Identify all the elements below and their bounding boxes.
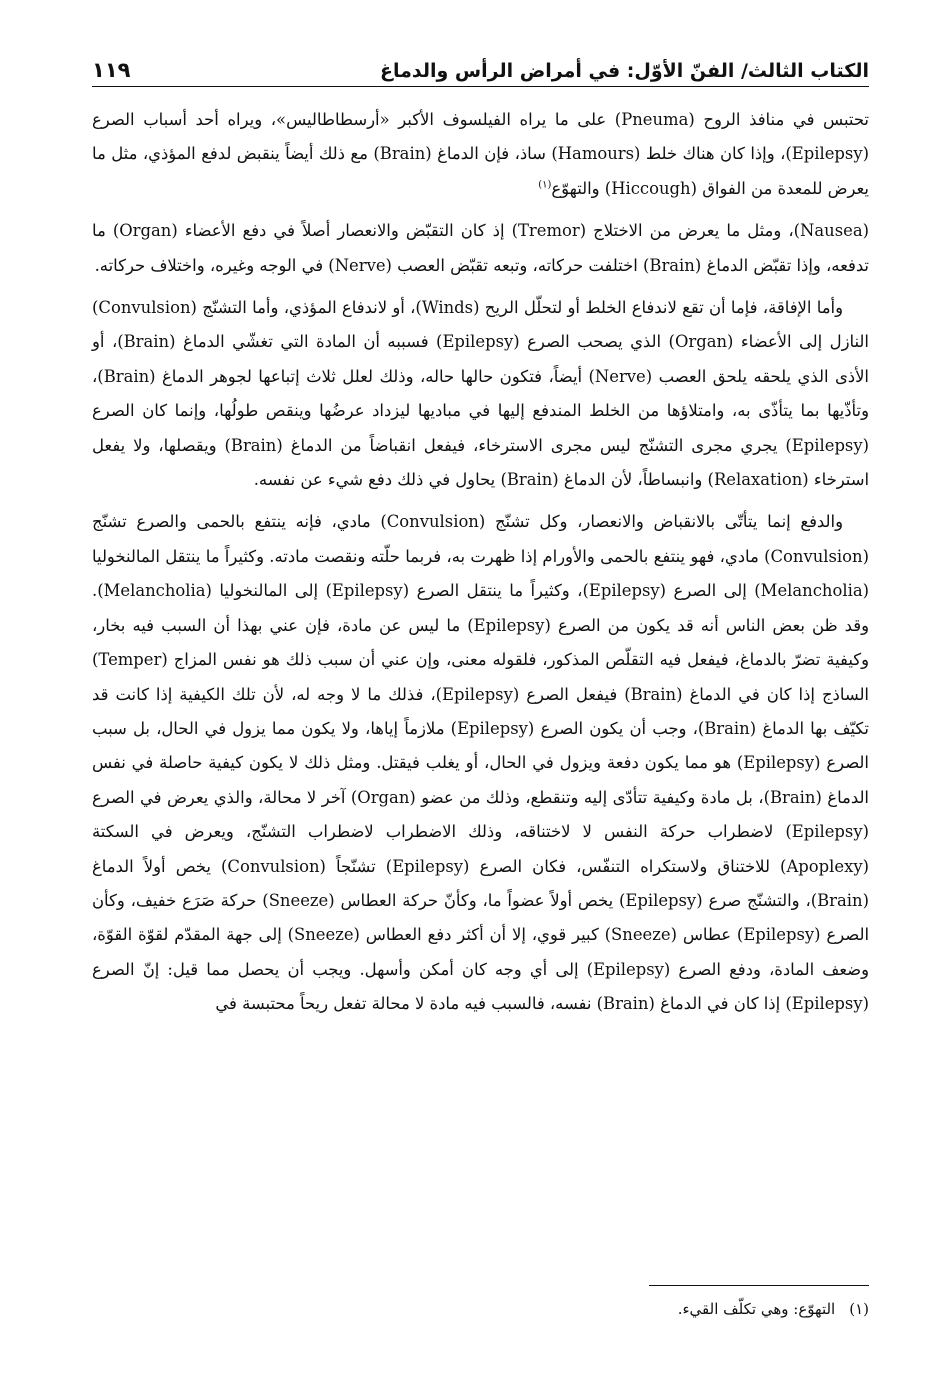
header-divider (92, 86, 869, 87)
footnote-reference: (١) (538, 179, 552, 191)
page-header (92, 38, 869, 82)
paragraph-1-text: تحتبس في منافذ الروح (Pneuma) على ما يراه الفيلسوف الأكبر «أرسطاطاليس»، ويراه أحد أسباب الصرع (Epilepsy)، وإذا كان هناك خلط (Hamours) ساذ، فإن الدماغ (Brain) مع ذلك أيضاً ينقبض لدفع المؤذي، مثل ما يعرض للمعدة من الفواق (Hiccough) والتهوّع (92, 110, 869, 198)
paragraph-1 (92, 103, 869, 206)
footnote-marker: (١) (849, 1300, 869, 1318)
footnote-text: التهوّع: وهي تكلّف القيء. (677, 1300, 836, 1318)
paragraph-2: وأما الإفاقة، فإما أن تقع لاندفاع الخلط أو لتحلّل الريح (Winds)، أو لاندفاع المؤذي، وأما التشنّج (Convulsion) النازل إلى الأعضاء (Organ) الذي يصحب الصرع (Epilepsy) فسببه أن المادة التي تغشّي الدماغ (Brain)، أو الأذى الذي يلحقه يلحق العصب (Nerve) أيضاً، فتكون حالها حاله، وذلك لعلل ثلاث إتباعها لجوهر الدماغ (Brain)، وتأذّيها بما يتأذّى به، وامتلاؤها من الخلط المندفع إليها في مباديها ليزداد عرضُها وينقص طولُها، وإنما كان الصرع (Epilepsy) يجري مجرى التشنّج ليس مجرى الاسترخاء، فيفعل انقباضاً من الدماغ (Brain) ويقصلها، ولا يفعل استرخاء (Relaxation) وانبساطاً، لأن الدماغ (Brain) يحاول في ذلك دفع شيء عن نفسه. (92, 298, 870, 490)
footnote (92, 1296, 869, 1322)
main-text (92, 103, 869, 1022)
paragraph-1-continued: (Nausea)، ومثل ما يعرض من الاختلاج (Tremor) إذ كان التقبّض والانعصار أصلاً في دفع الأعضاء (Organ) ما تدفعه، وإذا تقبّض الدماغ (Brain) اختلفت حركاته، وتبعه تقبّض العصب (Nerve) في الوجه وغيره، واختلاف حركاته. (92, 221, 869, 275)
running-title: الكتاب الثالث/ الفنّ الأوّل: في أمراض الرأس والدماغ (379, 60, 869, 82)
paragraph-3: والدفع إنما يتأتّى بالانقباض والانعصار، وكل تشنّج (Convulsion) مادي، فإنه ينتفع بالحمى والصرع تشنّج (Convulsion) مادي، فهو ينتفع بالحمى والأورام إذا ظهرت به، فربما حلّته ونقصت مادته. وكثيراً ما ينتقل المالنخوليا (Melancholia) إلى الصرع (Epilepsy)، وكثيراً ما ينتقل الصرع (Epilepsy) إلى المالنخوليا (Melancholia). وقد ظن بعض الناس أنه قد يكون من الصرع (Epilepsy) ما ليس عن مادة، فإن عني بهذا أن السبب فيه بخار، وكيفية تضرّ بالدماغ، فيفعل فيه التقلّص المذكور، فلقوله معنى، وإن عني أن سبب ذلك هو نفس المزاج (Temper) الساذج إذا كان في الدماغ (Brain) فيفعل الصرع (Epilepsy)، فذلك ما لا وجه له، لأن تلك الكيفية إذا كانت قد تكيّف بها الدماغ (Brain)، وجب أن يكون الصرع (Epilepsy) ملازماً إياها، ولا يكون مما يزول في الحال، بل سبب الصرع (Epilepsy) هو مما يكون دفعة ويزول في الحال، أو يغلب فيقتل. ومثل ذلك لا يكون كيفية حاصلة في نفس الدماغ (Brain)، بل مادة وكيفية تتأدّى إليه وتنقطع، وذلك من عضو (Organ) آخر لا محالة، والذي يعرض في الصرع (Epilepsy) لاضطراب حركة النفس لا لاختناقه، وذلك الاضطراب لاضطراب التشنّج، ويعرض في السكتة (Apoplexy) للاختناق ولاستكراه التنفّس، فكان الصرع (Epilepsy) تشنّجاً (Convulsion) يخص أولاً الدماغ (Brain)، والتشنّج صرع (Epilepsy) يخص أولاً عضواً ما، وكأنّ حركة العطاس (Sneeze) حركة صَرَع خفيف، وكأن الصرع (Epilepsy) عطاس (Sneeze) كبير قوي، إلا أن أكثر دفع العطاس (Sneeze) إلى جهة المقدّم لقوّة القوّة، وضعف المادة، ودفع الصرع (Epilepsy) إلى أي وجه كان أمكن وأسهل. ويجب أن يحصل مما قيل: إنّ الصرع (Epilepsy) إذا كان في الدماغ (Brain) نفسه، فالسبب فيه مادة لا محالة تفعل ريحاً محتبسة في (92, 512, 870, 1014)
page-number: ١١٩ (92, 58, 131, 82)
footnote-divider (649, 1285, 869, 1286)
